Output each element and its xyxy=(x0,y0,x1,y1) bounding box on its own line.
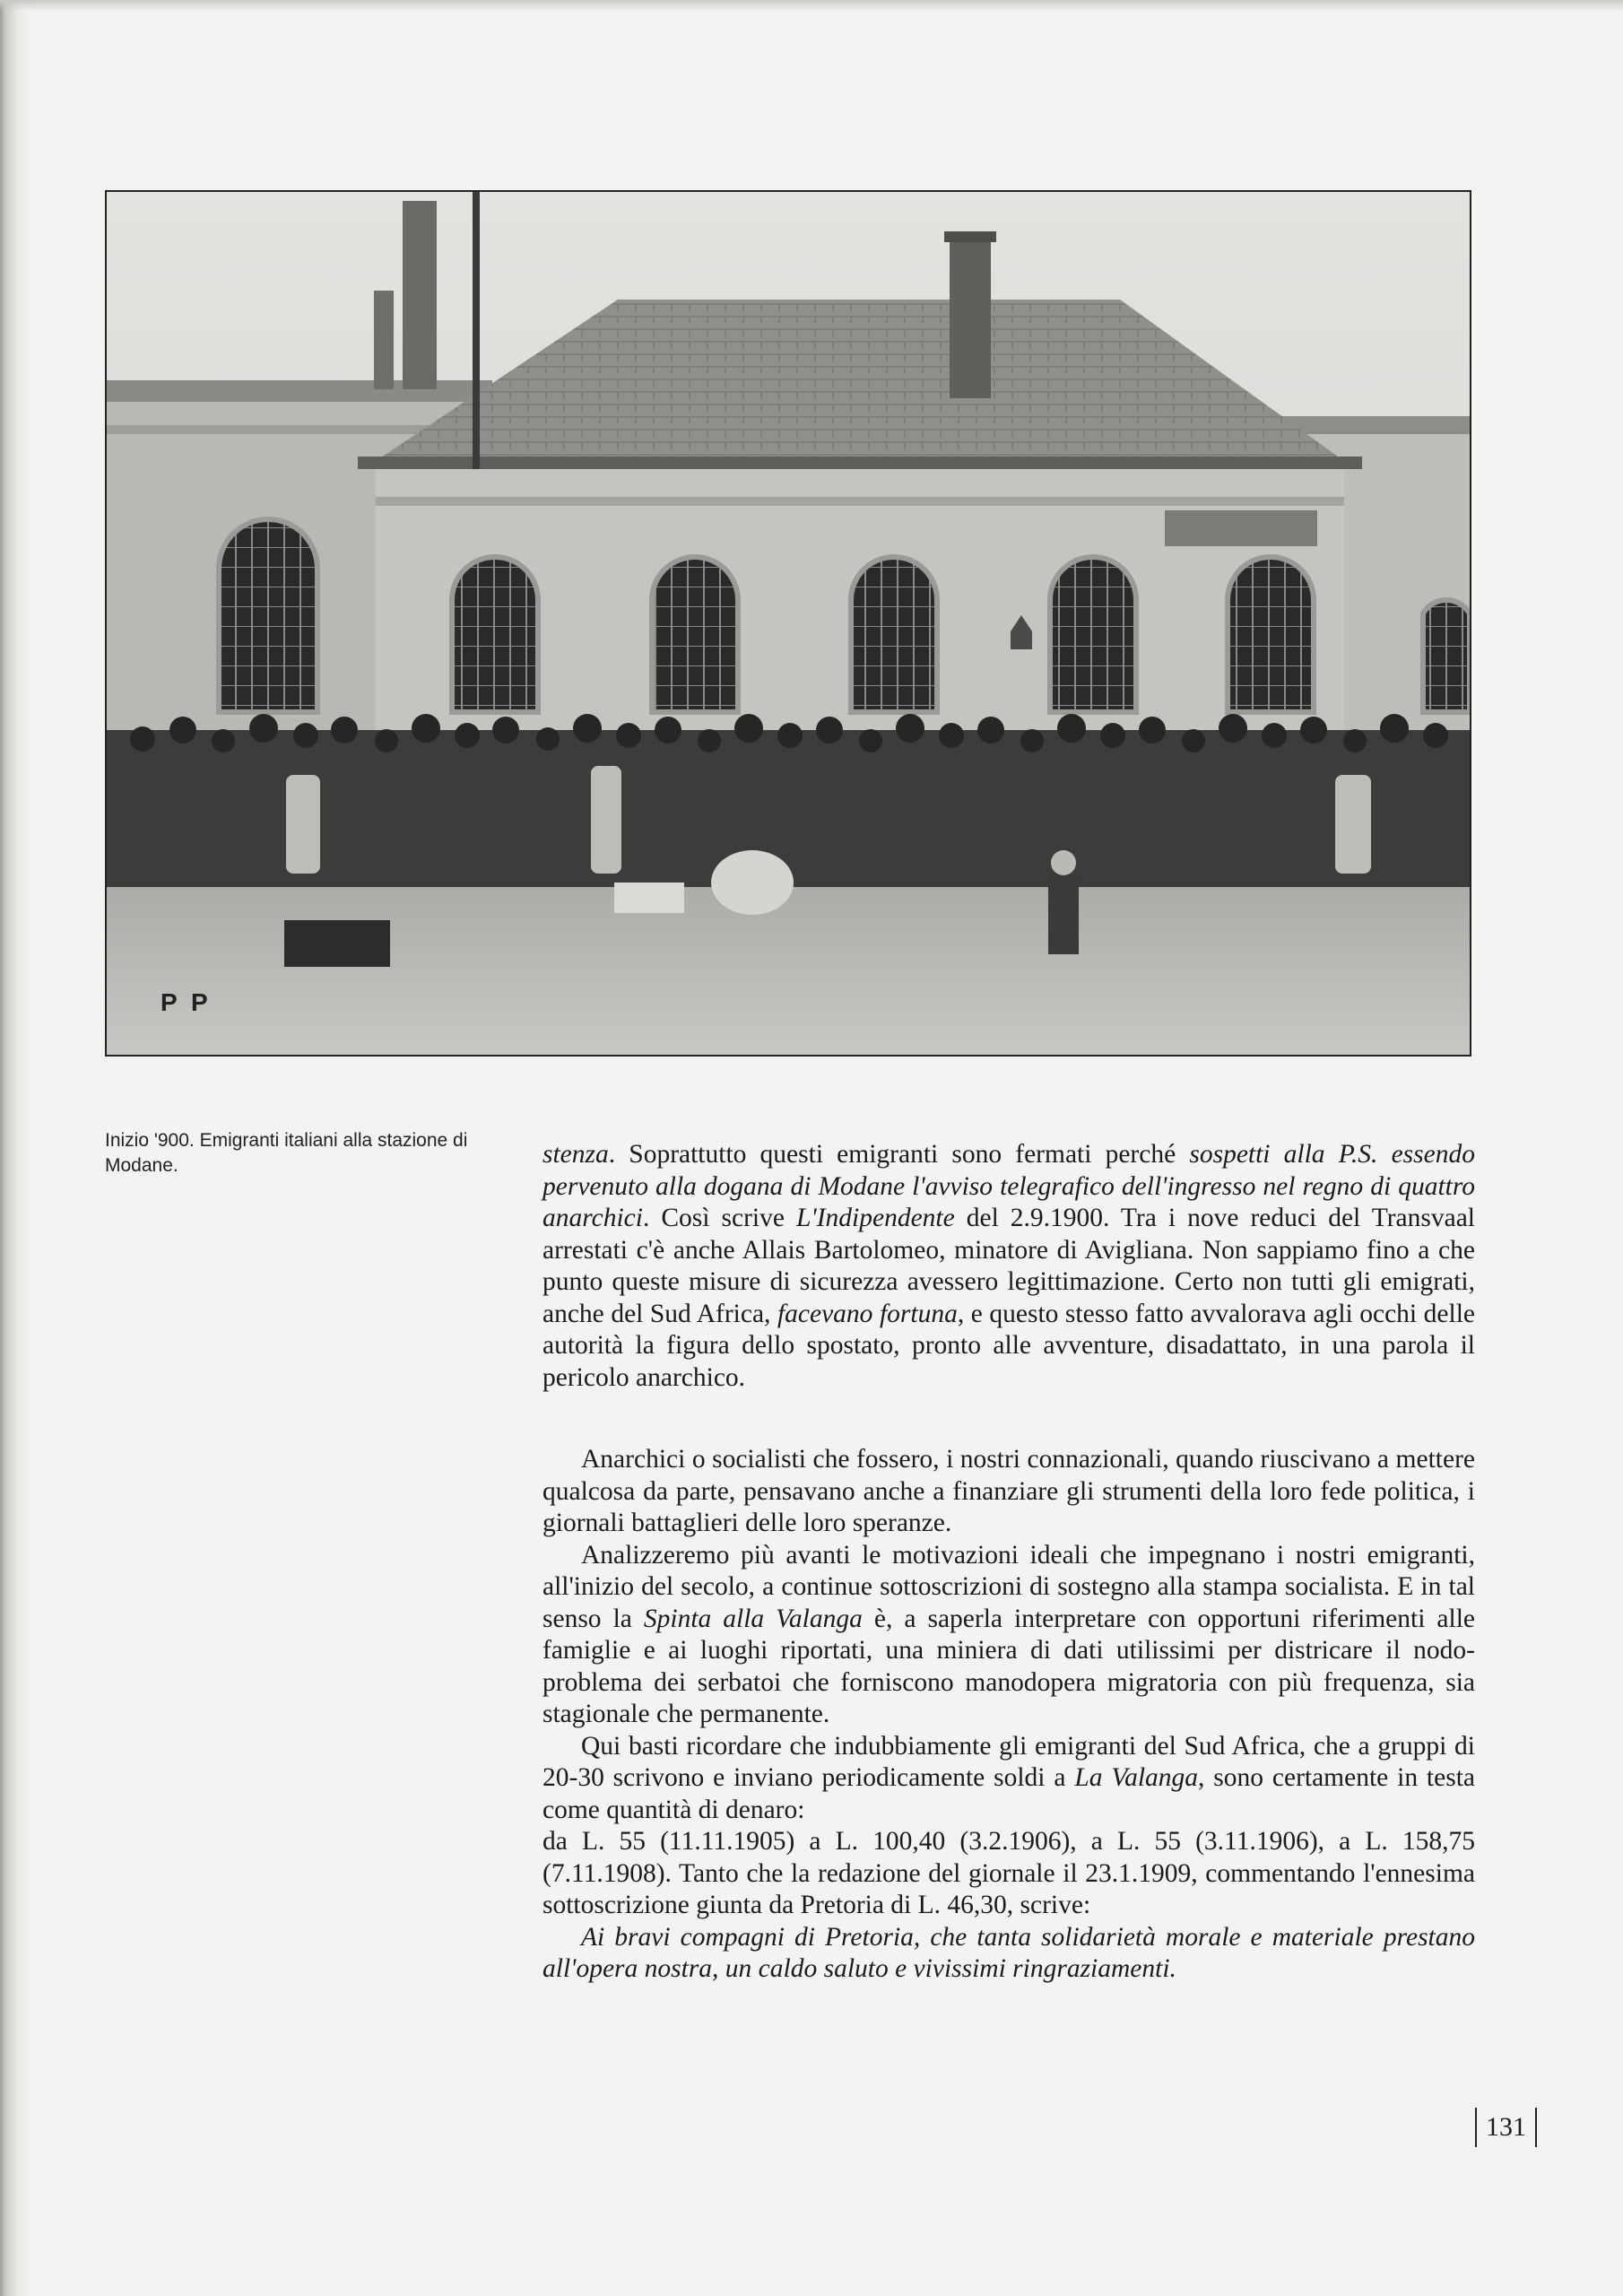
photo-mark: P P xyxy=(161,988,212,1016)
page-edge-shadow xyxy=(0,0,30,2296)
paragraph-1 xyxy=(542,1139,1475,1394)
station-photograph xyxy=(105,190,1471,1057)
paragraph-4 xyxy=(542,1731,1475,1827)
italic-segment: Ai bravi compagni di Pretoria, che tanta solidarietà morale e materiale prestano all'opera nostra, un caldo saluto e vivissimi ringraziamenti. xyxy=(542,1922,1475,1983)
text-segment: Anarchici o socialisti che fossero, i nostri connazionali, quando riuscivano a mettere qualcosa da parte, pensavano anche a finanziare gli strumenti della loro fede politica, i giornali battaglieri delle loro speranze. xyxy=(542,1445,1475,1537)
paragraph-2 xyxy=(542,1444,1475,1540)
text-segment: . Così scrive xyxy=(642,1204,796,1232)
body-text xyxy=(542,1139,1475,1986)
italic-segment: facevano fortuna xyxy=(777,1299,958,1328)
italic-segment: Spinta alla Valanga xyxy=(643,1604,863,1633)
page-number-value: 131 xyxy=(1486,2112,1526,2142)
italic-segment: L'Indipendente xyxy=(795,1204,955,1232)
text-segment: Qui basti ricordare che indubbiamente gli emigranti del Sud Africa, che a gruppi di 20-30 scrivono e inviano periodicamente soldi a xyxy=(542,1731,1475,1792)
text-segment: del 2.9.1900. Tra i nove reduci del Transvaal arrestati c'è anche Allais Bartolomeo, minatore di Avigliana. Non sappiamo fino a che punto queste misure di sicurezza avessero legittimazione. Certo non tutti gli emigrati, anche del Sud Africa, xyxy=(542,1204,1475,1328)
page-number xyxy=(1466,2105,1546,2150)
text-segment: , e questo stesso fatto avvalorava agli occhi delle autorità la figura dello spostato, pronto alle avventure, disadattato, in una parola il pericolo anarchico. xyxy=(542,1299,1475,1392)
italic-segment: stenza xyxy=(542,1140,609,1169)
text-segment: . Soprattutto questi emigranti sono fermati perché xyxy=(608,1140,1190,1169)
page-top-shadow xyxy=(0,0,1623,11)
paragraph-6-quote xyxy=(542,1922,1475,1986)
italic-segment: sospetti alla P.S. essendo pervenuto alla dogana di Modane l'avviso telegrafico dell'ingresso nel regno di quattro anarchici xyxy=(542,1140,1475,1232)
page-number-right-rule xyxy=(1535,2108,1537,2147)
text-segment: , sono certamente in testa come quantità di denaro: xyxy=(542,1763,1475,1824)
paragraph-3 xyxy=(542,1540,1475,1731)
text-segment: da L. 55 (11.11.1905) a L. 100,40 (3.2.1906), a L. 55 (3.11.1906), a L. 158,75 (7.11.1908). Tanto che la redazione del giornale il 23.1.1909, commentando l'ennesima sottoscrizione giunta da Pretoria di L. 46,30, scrive: xyxy=(542,1827,1475,1919)
text-segment: è, a saperla interpretare con opportuni riferimenti alle famiglie e ai luoghi riportati, una miniera di dati utilissimi per districare il nodo-problema dei serbatoi che forniscono manodopera migratoria con più frequenza, sia stagionale che permanente. xyxy=(542,1604,1476,1728)
paragraph-5 xyxy=(542,1826,1475,1922)
text-segment: Analizzeremo più avanti le motivazioni ideali che impegnano i nostri emigranti, all'inizio del secolo, a continue sottoscrizioni di sostegno alla stampa socialista. E in tal senso la xyxy=(542,1540,1475,1633)
photo-illustration xyxy=(107,192,1470,1055)
italic-segment: La Valanga xyxy=(1074,1763,1199,1792)
photo-caption: Inizio '900. Emigranti italiani alla stazione di Modane. xyxy=(105,1130,468,1176)
page-number-left-rule xyxy=(1475,2108,1477,2147)
